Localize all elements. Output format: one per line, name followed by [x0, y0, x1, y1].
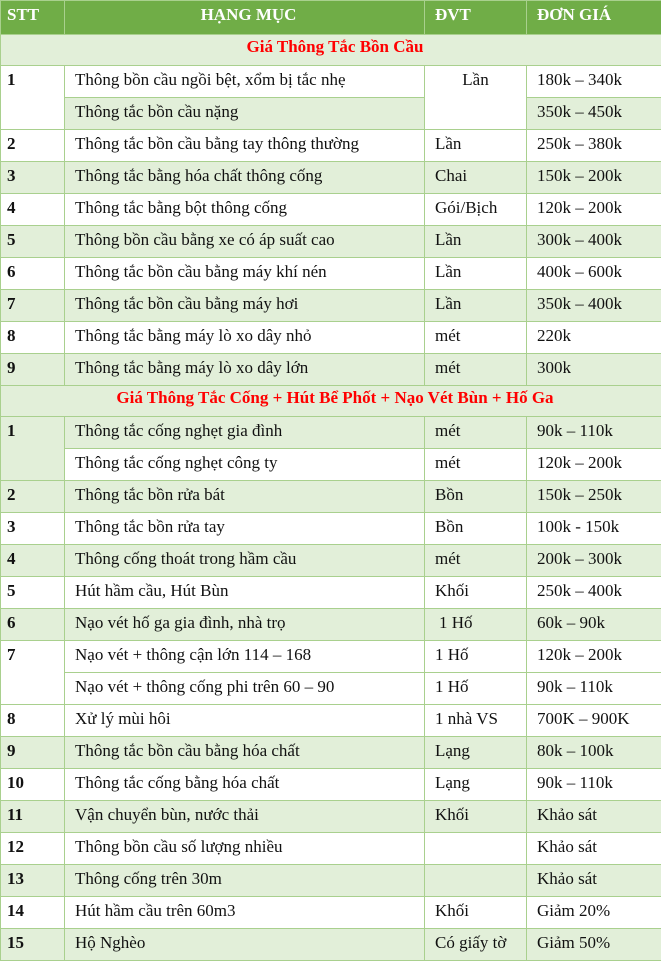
- table-row: [1, 801, 661, 833]
- row-stt: 7: [1, 641, 65, 705]
- row-price: 100k - 150k: [527, 513, 661, 545]
- row-stt: 5: [1, 577, 65, 609]
- row-stt: 8: [1, 322, 65, 354]
- row-stt: 7: [1, 290, 65, 322]
- row-price: 150k – 200k: [527, 162, 661, 194]
- row-unit: 1 Hố: [425, 673, 527, 705]
- row-price: 250k – 380k: [527, 130, 661, 162]
- row-item: Thông tắc bồn cầu nặng: [65, 98, 425, 130]
- row-unit: mét: [425, 449, 527, 481]
- row-stt: 8: [1, 705, 65, 737]
- table-row: [1, 833, 661, 865]
- row-stt: 6: [1, 609, 65, 641]
- row-stt: 2: [1, 481, 65, 513]
- table-row: [1, 545, 661, 577]
- table-row: [1, 705, 661, 737]
- row-unit: Lần: [425, 66, 527, 130]
- row-item: Thông tắc bồn cầu bằng máy hơi: [65, 290, 425, 322]
- row-item: Thông tắc bồn cầu bằng tay thông thường: [65, 130, 425, 162]
- row-price: 90k – 110k: [527, 417, 661, 449]
- row-item: Thông tắc bằng bột thông cống: [65, 194, 425, 226]
- table-row: [1, 354, 661, 386]
- table-row: [1, 769, 661, 801]
- row-price: 120k – 200k: [527, 194, 661, 226]
- row-item: Thông tắc bằng máy lò xo dây lớn: [65, 354, 425, 386]
- row-unit: Chai: [425, 162, 527, 194]
- row-item: Thông tắc bồn cầu bằng hóa chất: [65, 737, 425, 769]
- row-price: 90k – 110k: [527, 673, 661, 705]
- row-item: Thông bồn cầu ngồi bệt, xổm bị tắc nhẹ: [65, 66, 425, 98]
- row-stt: 1: [1, 66, 65, 130]
- row-price: 220k: [527, 322, 661, 354]
- row-price: Giảm 20%: [527, 897, 661, 929]
- table-row: [1, 897, 661, 929]
- row-price: Giảm 50%: [527, 929, 661, 961]
- table-row: [1, 449, 661, 481]
- header-item: HẠNG MỤC: [65, 1, 425, 35]
- row-unit: Khối: [425, 801, 527, 833]
- row-stt: 13: [1, 865, 65, 897]
- row-stt: 4: [1, 194, 65, 226]
- table-row: [1, 641, 661, 673]
- row-stt: 9: [1, 354, 65, 386]
- row-unit: mét: [425, 354, 527, 386]
- row-stt: 2: [1, 130, 65, 162]
- row-item: Hộ Nghèo: [65, 929, 425, 961]
- row-unit: Lần: [425, 258, 527, 290]
- row-unit: 1 nhà VS: [425, 705, 527, 737]
- row-unit: 1 Hố: [425, 641, 527, 673]
- row-stt: 3: [1, 162, 65, 194]
- row-item: Thông tắc cống bằng hóa chất: [65, 769, 425, 801]
- row-price: Khảo sát: [527, 833, 661, 865]
- section-title-drain: Giá Thông Tắc Cống + Hút Bể Phốt + Nạo Vét Bùn + Hố Ga: [1, 386, 661, 417]
- row-stt: 10: [1, 769, 65, 801]
- row-unit: Bồn: [425, 513, 527, 545]
- table-row: [1, 226, 661, 258]
- row-price: 60k – 90k: [527, 609, 661, 641]
- row-price: 90k – 110k: [527, 769, 661, 801]
- table-row: [1, 130, 661, 162]
- table-row: [1, 673, 661, 705]
- row-price: 200k – 300k: [527, 545, 661, 577]
- row-stt: 3: [1, 513, 65, 545]
- table-row: [1, 481, 661, 513]
- row-unit: Lần: [425, 290, 527, 322]
- row-price: 350k – 450k: [527, 98, 661, 130]
- row-item: Thông tắc cống nghẹt gia đình: [65, 417, 425, 449]
- row-item: Thông tắc bồn rửa bát: [65, 481, 425, 513]
- section-title-row: [1, 386, 661, 417]
- header-unit: ĐVT: [425, 1, 527, 35]
- row-unit: 1 Hố: [425, 609, 527, 641]
- row-item: Vận chuyển bùn, nước thải: [65, 801, 425, 833]
- row-stt: 11: [1, 801, 65, 833]
- section-title-toilet: Giá Thông Tắc Bồn Cầu: [1, 35, 661, 66]
- row-price: Khảo sát: [527, 801, 661, 833]
- row-unit: mét: [425, 545, 527, 577]
- table-row: [1, 417, 661, 449]
- table-row: [1, 98, 661, 130]
- row-price: 120k – 200k: [527, 641, 661, 673]
- row-item: Thông bồn cầu bằng xe có áp suất cao: [65, 226, 425, 258]
- table-row: [1, 929, 661, 961]
- row-item: Hút hầm cầu, Hút Bùn: [65, 577, 425, 609]
- row-price: 350k – 400k: [527, 290, 661, 322]
- row-price: 180k – 340k: [527, 66, 661, 98]
- row-price: 80k – 100k: [527, 737, 661, 769]
- row-price: 120k – 200k: [527, 449, 661, 481]
- row-stt: 5: [1, 226, 65, 258]
- row-item: Thông tắc bằng máy lò xo dây nhỏ: [65, 322, 425, 354]
- row-unit: Bồn: [425, 481, 527, 513]
- table-row: [1, 290, 661, 322]
- row-item: Thông tắc cống nghẹt công ty: [65, 449, 425, 481]
- row-stt: 14: [1, 897, 65, 929]
- row-item: Thông tắc bồn cầu bằng máy khí nén: [65, 258, 425, 290]
- row-item: Nạo vét + thông cống phi trên 60 – 90: [65, 673, 425, 705]
- row-unit: Lần: [425, 130, 527, 162]
- row-unit: Khối: [425, 577, 527, 609]
- row-stt: 6: [1, 258, 65, 290]
- row-price: Khảo sát: [527, 865, 661, 897]
- row-price: 150k – 250k: [527, 481, 661, 513]
- table-row: [1, 258, 661, 290]
- header-stt: STT: [1, 1, 65, 35]
- row-stt: 12: [1, 833, 65, 865]
- table-row: [1, 609, 661, 641]
- table-row: [1, 737, 661, 769]
- row-unit: Lạng: [425, 769, 527, 801]
- row-stt: 9: [1, 737, 65, 769]
- row-stt: 4: [1, 545, 65, 577]
- table-row: [1, 577, 661, 609]
- row-item: Thông cống trên 30m: [65, 865, 425, 897]
- row-item: Nạo vét hố ga gia đình, nhà trọ: [65, 609, 425, 641]
- row-unit: [425, 833, 527, 865]
- row-item: Thông tắc bồn rửa tay: [65, 513, 425, 545]
- header-price: ĐƠN GIÁ: [527, 1, 661, 35]
- row-item: Thông tắc bằng hóa chất thông cống: [65, 162, 425, 194]
- row-unit: Lạng: [425, 737, 527, 769]
- row-price: 250k – 400k: [527, 577, 661, 609]
- row-unit: Gói/Bịch: [425, 194, 527, 226]
- row-price: 300k: [527, 354, 661, 386]
- row-price: 400k – 600k: [527, 258, 661, 290]
- row-unit: mét: [425, 417, 527, 449]
- row-item: Hút hầm cầu trên 60m3: [65, 897, 425, 929]
- row-item: Thông bồn cầu số lượng nhiều: [65, 833, 425, 865]
- row-price: 700K – 900K: [527, 705, 661, 737]
- table-row: [1, 513, 661, 545]
- row-unit: Có giấy tờ: [425, 929, 527, 961]
- table-row: [1, 865, 661, 897]
- table-row: [1, 162, 661, 194]
- row-unit: [425, 865, 527, 897]
- row-stt: 1: [1, 417, 65, 481]
- section-title-row: [1, 35, 661, 66]
- row-unit: Khối: [425, 897, 527, 929]
- row-stt: 15: [1, 929, 65, 961]
- row-unit: mét: [425, 322, 527, 354]
- table-row: [1, 66, 661, 98]
- table-row: [1, 194, 661, 226]
- row-item: Thông cống thoát trong hầm cầu: [65, 545, 425, 577]
- table-row: [1, 322, 661, 354]
- row-item: Nạo vét + thông cận lớn 114 – 168: [65, 641, 425, 673]
- row-item: Xử lý mùi hôi: [65, 705, 425, 737]
- table-header-row: [1, 1, 661, 35]
- row-unit: Lần: [425, 226, 527, 258]
- row-price: 300k – 400k: [527, 226, 661, 258]
